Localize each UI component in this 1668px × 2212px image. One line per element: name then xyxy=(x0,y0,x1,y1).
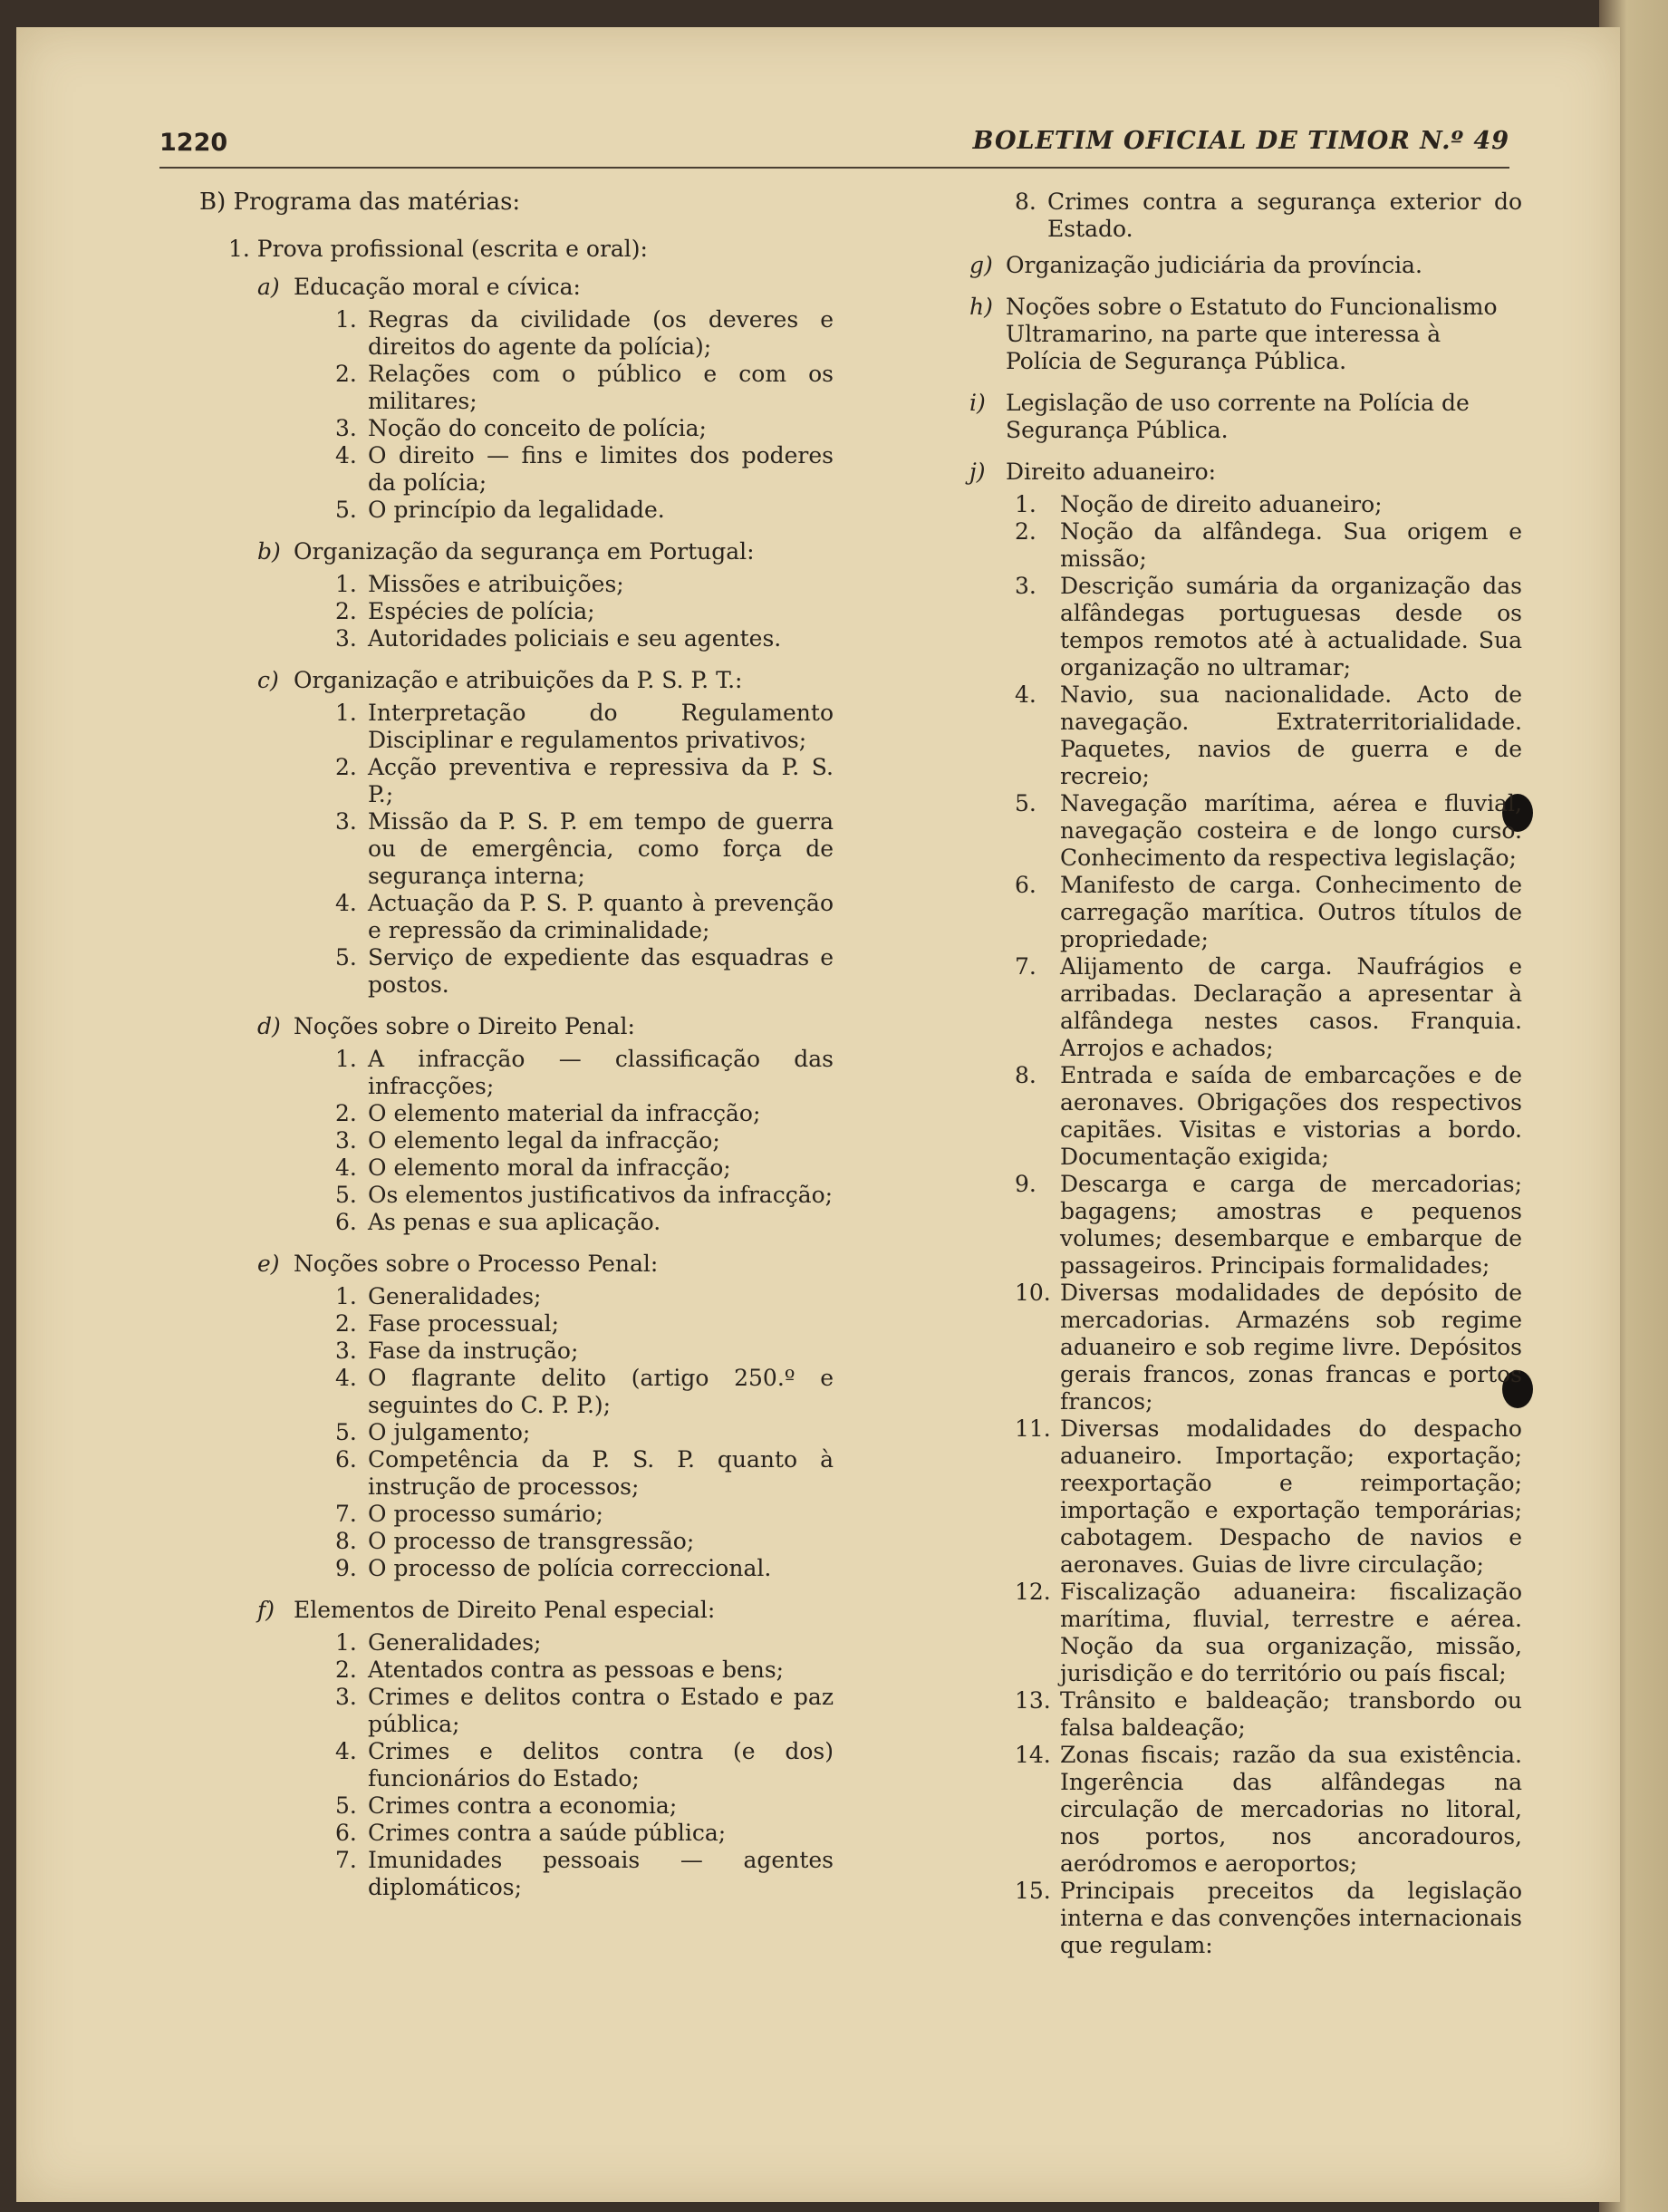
item-text: Alijamento de carga. Naufrágios e arribadas. Declaração a apresentar à alfândega nestes casos. Franquia. Arrojos e achados; xyxy=(1060,953,1522,1061)
item-number: 8. xyxy=(1015,1062,1036,1088)
list-item xyxy=(335,625,834,652)
topic-group xyxy=(199,1251,834,1582)
topic-group xyxy=(199,1597,834,1901)
item-number: 6. xyxy=(335,1820,357,1846)
item-number: 3. xyxy=(335,808,357,835)
item-number: 4. xyxy=(335,1738,357,1764)
item-text: Descrição sumária da organização das alfândegas portuguesas desde os tempos remotos até à actualidade. Sua organização no ultramar; xyxy=(1060,573,1522,681)
list-item xyxy=(335,1820,834,1847)
list-item xyxy=(1015,518,1522,573)
item-number: 2. xyxy=(335,754,357,780)
topic-title: Legislação de uso corrente na Polícia de Segurança Pública. xyxy=(1006,390,1470,443)
item-text: Generalidades; xyxy=(368,1629,542,1656)
topic-title: Noções sobre o Direito Penal: xyxy=(294,1013,635,1039)
topic-title: Organização judiciária da província. xyxy=(1006,252,1422,278)
topic-title: Noções sobre o Processo Penal: xyxy=(294,1251,659,1277)
topic-title: Organização e atribuições da P. S. P. T.: xyxy=(294,667,743,693)
list-item xyxy=(335,1209,834,1236)
list-item xyxy=(335,1792,834,1820)
item-text: Zonas fiscais; razão da sua existência. Ingerência das alfândegas na circulação de mercadorias no litoral, nos portos, nos ancoradouros, aeródromos e aeroportos; xyxy=(1060,1742,1522,1877)
item-text: Noção de direito aduaneiro; xyxy=(1060,491,1383,517)
item-number: 1. xyxy=(335,1629,357,1656)
item-text: O elemento moral da infracção; xyxy=(368,1154,731,1181)
item-number: 7. xyxy=(1015,953,1036,980)
topic-letter: a) xyxy=(257,274,280,300)
item-text: Actuação da P. S. P. quanto à prevenção e repressão da criminalidade; xyxy=(368,890,834,943)
item-text: O flagrante delito (artigo 250.º e seguintes do C. P. P.); xyxy=(368,1365,834,1418)
topic-heading xyxy=(969,459,1522,486)
item-text: Acção preventiva e repressiva da P. S. P.; xyxy=(368,754,834,807)
item-number: 4. xyxy=(335,890,357,916)
publication-title: BOLETIM OFICIAL DE TIMOR N.º 49 xyxy=(972,127,1509,155)
item-text: Imunidades pessoais — agentes diplomáticos; xyxy=(368,1847,834,1900)
item-text: Crimes contra a segurança exterior do Estado. xyxy=(1047,188,1522,242)
section-heading: B) Programa das matérias: xyxy=(199,188,521,216)
topic-letter: h) xyxy=(969,294,993,320)
item-text: Missão da P. S. P. em tempo de guerra ou de emergência, como força de segurança interna; xyxy=(368,808,834,889)
item-text: A infracção — classificação das infracções; xyxy=(368,1046,834,1099)
item-text: Espécies de polícia; xyxy=(368,598,595,624)
topic-letter: c) xyxy=(257,667,279,693)
item-number: 3. xyxy=(335,1338,357,1364)
item-number: 14. xyxy=(1015,1742,1051,1768)
item-text: Missões e atribuições; xyxy=(368,571,624,597)
topic-letter: e) xyxy=(257,1251,280,1277)
item-number: 5. xyxy=(335,1182,357,1208)
topic-letter: b) xyxy=(257,538,281,565)
page-header xyxy=(159,98,1509,161)
item-number: 15. xyxy=(1015,1878,1051,1904)
topic-letter: i) xyxy=(969,390,986,416)
item-text: O elemento legal da infracção; xyxy=(368,1127,720,1154)
item-number: 1. xyxy=(335,700,357,726)
item-number: 1. xyxy=(335,1046,357,1072)
list-item xyxy=(335,1657,834,1684)
list-item xyxy=(335,1738,834,1792)
item-text: Principais preceitos da legislação interna e das convenções internacionais que regulam: xyxy=(1060,1878,1522,1958)
item-number: 6. xyxy=(1015,872,1036,898)
list-item xyxy=(335,1528,834,1555)
topic-group xyxy=(969,252,1522,279)
topic-title: Noções sobre o Estatuto do Funcionalismo Ultramarino, na parte que interessa à Polícia de Segurança Pública. xyxy=(1006,294,1498,374)
item-number: 4. xyxy=(335,442,357,468)
item-number: 6. xyxy=(335,1209,357,1235)
list-item xyxy=(335,415,834,442)
list-item xyxy=(335,1365,834,1419)
item-text: Generalidades; xyxy=(368,1283,542,1309)
item-text: O direito — fins e limites dos poderes da polícia; xyxy=(368,442,834,496)
list-item xyxy=(335,1847,834,1901)
list-item xyxy=(1015,491,1522,518)
item-text: Interpretação do Regulamento Disciplinar e regulamentos privativos; xyxy=(368,700,834,753)
item-text: O elemento material da infracção; xyxy=(368,1100,761,1126)
list-item xyxy=(335,1629,834,1657)
list-item xyxy=(1015,1742,1522,1878)
list-item xyxy=(335,1154,834,1182)
topic-group xyxy=(969,459,1522,1959)
list-item xyxy=(335,1446,834,1501)
list-item xyxy=(1015,1415,1522,1579)
item-text: O processo de polícia correccional. xyxy=(368,1555,772,1581)
list-item xyxy=(1015,953,1522,1062)
item-number: 2. xyxy=(335,361,357,387)
list-item xyxy=(1015,681,1522,790)
item-text: O processo de transgressão; xyxy=(368,1528,695,1554)
list-item xyxy=(335,1182,834,1209)
item-number: 11. xyxy=(1015,1415,1051,1442)
list-item xyxy=(1015,872,1522,953)
item-number: 5. xyxy=(335,944,357,971)
item-number: 12. xyxy=(1015,1579,1051,1605)
item-number: 3. xyxy=(335,625,357,652)
topic-heading xyxy=(199,667,834,694)
item-text: Navio, sua nacionalidade. Acto de navegação. Extraterritorialidade. Paquetes, navios de guerra e de recreio; xyxy=(1060,681,1522,789)
topic-group xyxy=(199,1013,834,1236)
item-number: 8. xyxy=(1015,188,1036,215)
item-number: 4. xyxy=(335,1154,357,1181)
item-number: 13. xyxy=(1015,1687,1051,1714)
topic-title: Elementos de Direito Penal especial: xyxy=(294,1597,716,1623)
list-item xyxy=(335,1338,834,1365)
item-number: 2. xyxy=(1015,518,1036,545)
item-number: 1. xyxy=(1015,491,1036,517)
list-item xyxy=(335,497,834,524)
topic-title: Direito aduaneiro: xyxy=(1006,459,1217,485)
item-number: 3. xyxy=(1015,573,1036,599)
list-item xyxy=(335,1310,834,1338)
topic-title: Educação moral e cívica: xyxy=(294,274,581,300)
item-number: 7. xyxy=(335,1847,357,1873)
list-item xyxy=(335,754,834,808)
topic-heading xyxy=(199,1251,834,1278)
list-item xyxy=(335,944,834,999)
item-number: 9. xyxy=(1015,1171,1036,1197)
item-text: Noção do conceito de polícia; xyxy=(368,415,707,441)
topic-group xyxy=(199,538,834,652)
topic-letter: d) xyxy=(257,1013,281,1039)
item-number: 7. xyxy=(335,1501,357,1527)
list-item xyxy=(335,700,834,754)
list-item xyxy=(335,1419,834,1446)
topic-letter: j) xyxy=(969,459,986,485)
item-number: 3. xyxy=(335,415,357,441)
item-text: O princípio da legalidade. xyxy=(368,497,665,523)
item-text: Crimes contra a economia; xyxy=(368,1792,678,1819)
item-number: 6. xyxy=(335,1446,357,1473)
list-item xyxy=(1015,790,1522,872)
item-number: 5. xyxy=(335,1419,357,1445)
list-item xyxy=(335,1555,834,1582)
list-item xyxy=(1015,1280,1522,1415)
left-column xyxy=(199,188,834,1916)
item-number: 9. xyxy=(335,1555,357,1581)
topic-letter: f) xyxy=(257,1597,275,1623)
list-item xyxy=(335,1501,834,1528)
item-number: 4. xyxy=(335,1365,357,1391)
item-text: Trânsito e baldeação; transbordo ou falsa baldeação; xyxy=(1060,1687,1522,1741)
list-item xyxy=(335,1100,834,1127)
list-item xyxy=(335,1283,834,1310)
item-text: Crimes contra a saúde pública; xyxy=(368,1820,727,1846)
list-item xyxy=(335,361,834,415)
item-number: 5. xyxy=(335,497,357,523)
list-item xyxy=(335,1046,834,1100)
list-item xyxy=(335,306,834,361)
item-number: 1. xyxy=(335,571,357,597)
topic-group xyxy=(199,667,834,999)
list-item xyxy=(335,442,834,497)
item-text: O julgamento; xyxy=(368,1419,531,1445)
item-number: 1. xyxy=(335,1283,357,1309)
item-number: 2. xyxy=(335,598,357,624)
topic-heading xyxy=(969,294,1522,375)
list-item xyxy=(1015,1687,1522,1742)
item-number: 2. xyxy=(335,1100,357,1126)
topic-group xyxy=(969,390,1522,444)
topic-letter: g) xyxy=(969,252,993,278)
item-text: Fase da instrução; xyxy=(368,1338,579,1364)
topic-heading xyxy=(199,274,834,301)
item-text: Descarga e carga de mercadorias; bagagens; amostras e pequenos volumes; desembarque e embarque de passageiros. Principais formalidades; xyxy=(1060,1171,1522,1279)
item-number: 1. xyxy=(335,306,357,333)
item-text: Manifesto de carga. Conhecimento de carregação marítica. Outros títulos de propriedade; xyxy=(1060,872,1522,952)
item-text: Relações com o público e com os militares; xyxy=(368,361,834,414)
item-text: Diversas modalidades de depósito de mercadorias. Armazéns sob regime aduaneiro e sob regime livre. Depósitos gerais francos, zonas francas e portos francos; xyxy=(1060,1280,1522,1415)
item-text: Serviço de expediente das esquadras e postos. xyxy=(368,944,834,998)
page-number: 1220 xyxy=(159,129,228,157)
item-number: 2. xyxy=(335,1310,357,1337)
list-item xyxy=(1015,1878,1522,1959)
list-item xyxy=(335,890,834,944)
item-number: 5. xyxy=(335,1792,357,1819)
item-text: Crimes e delitos contra (e dos) funcionários do Estado; xyxy=(368,1738,834,1792)
list-item xyxy=(1015,1171,1522,1280)
topic-group xyxy=(199,274,834,524)
right-column xyxy=(969,188,1522,1974)
list-item xyxy=(335,598,834,625)
list-item xyxy=(335,1127,834,1154)
item-text: Regras da civilidade (os deveres e direitos do agente da polícia); xyxy=(368,306,834,360)
item-text: O processo sumário; xyxy=(368,1501,603,1527)
topic-title: Organização da segurança em Portugal: xyxy=(294,538,755,565)
item-text: Crimes e delitos contra o Estado e paz pública; xyxy=(368,1684,834,1737)
topic-heading xyxy=(969,390,1522,444)
item-text: Navegação marítima, aérea e fluvial, navegação costeira e de longo curso. Conhecimento da respectiva legislação; xyxy=(1060,790,1522,871)
item-text: Noção da alfândega. Sua origem e missão; xyxy=(1060,518,1522,572)
list-item xyxy=(335,808,834,890)
item-number: 2. xyxy=(335,1657,357,1683)
subsection-heading: 1. Prova profissional (escrita e oral): xyxy=(228,236,648,262)
topic-heading xyxy=(969,252,1522,279)
item-text: As penas e sua aplicação. xyxy=(368,1209,661,1235)
item-number: 5. xyxy=(1015,790,1036,816)
item-text: Fiscalização aduaneira: fiscalização marítima, fluvial, terrestre e aérea. Noção da sua organização, missão, jurisdição e do território ou país fiscal; xyxy=(1060,1579,1522,1686)
item-text: Fase processual; xyxy=(368,1310,560,1337)
item-text: Os elementos justificativos da infracção; xyxy=(368,1182,834,1208)
item-number: 8. xyxy=(335,1528,357,1554)
item-text: Autoridades policiais e seu agentes. xyxy=(368,625,782,652)
item-text: Entrada e saída de embarcações e de aeronaves. Obrigações dos respectivos capitães. Visitas e vistorias a bordo. Documentação exigida; xyxy=(1060,1062,1522,1170)
item-text: Competência da P. S. P. quanto à instrução de processos; xyxy=(368,1446,834,1500)
list-item xyxy=(335,1684,834,1738)
item-number: 3. xyxy=(335,1684,357,1710)
item-number: 3. xyxy=(335,1127,357,1154)
list-item xyxy=(1015,188,1522,243)
topic-heading xyxy=(199,538,834,565)
header-rule xyxy=(159,167,1509,169)
list-item xyxy=(1015,1579,1522,1687)
list-item xyxy=(1015,573,1522,681)
list-item xyxy=(335,571,834,598)
topic-group xyxy=(969,294,1522,375)
topic-heading xyxy=(199,1013,834,1040)
item-text: Atentados contra as pessoas e bens; xyxy=(368,1657,785,1683)
item-number: 4. xyxy=(1015,681,1036,708)
item-number: 10. xyxy=(1015,1280,1051,1306)
item-text: Diversas modalidades do despacho aduaneiro. Importação; exportação; reexportação e reimportação; importação e exportação temporárias; cabotagem. Despacho de navios e aeronaves. Guias de livre circulação; xyxy=(1060,1415,1522,1578)
list-item xyxy=(1015,1062,1522,1171)
topic-heading xyxy=(199,1597,834,1624)
